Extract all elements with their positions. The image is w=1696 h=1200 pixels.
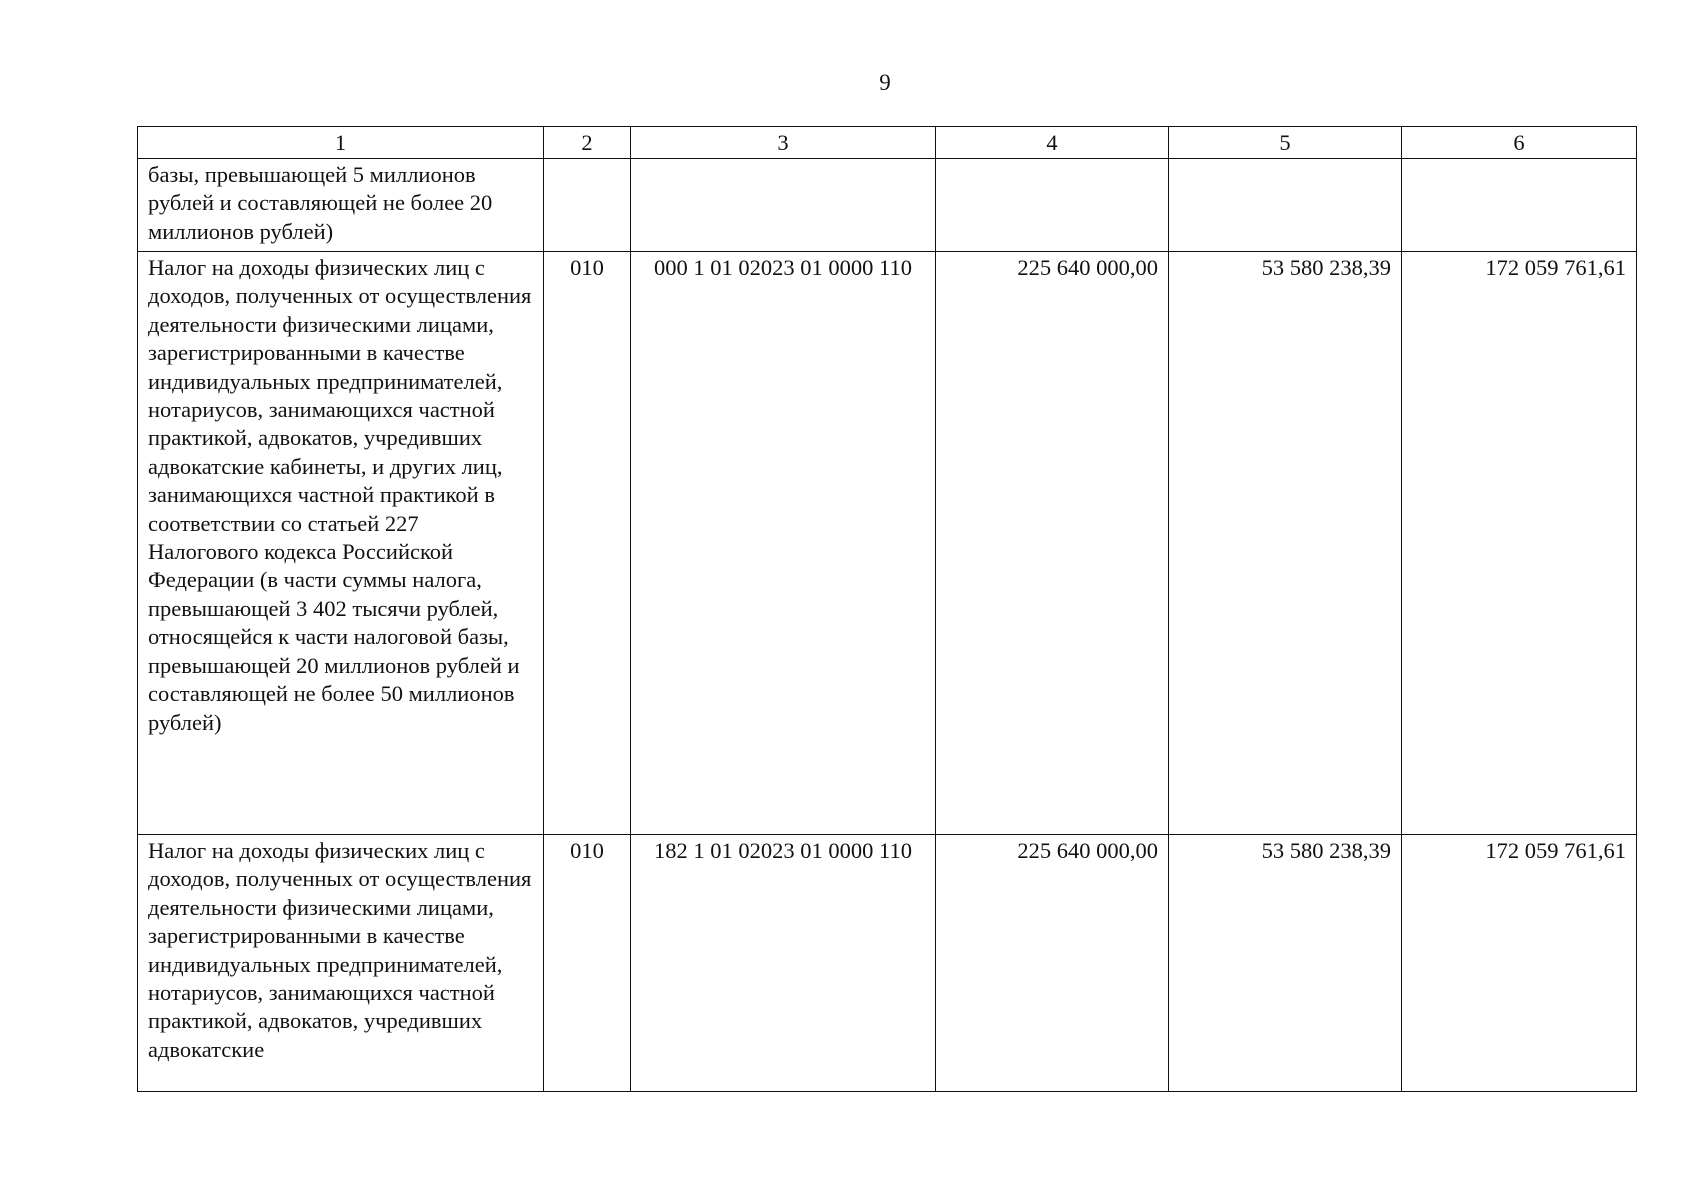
row-line-code: 010: [544, 252, 631, 835]
page-number: 9: [879, 70, 891, 95]
column-number-2: 2: [544, 127, 631, 159]
table-row: [138, 159, 1637, 252]
table-row: [138, 252, 1637, 835]
column-number-row: [138, 127, 1637, 159]
row-income-code: [631, 159, 936, 252]
row-name: Налог на доходы физических лиц с доходов, полученных от осуществления деятельности физическими лицами, зарегистрированными в качестве индивидуальных предпринимателей, нотариусов, занимающихся частной практикой, адвокатов, учредивших адвокатские: [138, 835, 544, 1092]
row-line-code: 010: [544, 835, 631, 1092]
row-income-code: 182 1 01 02023 01 0000 110: [631, 835, 936, 1092]
column-number-4: 4: [936, 127, 1169, 159]
column-number-3: 3: [631, 127, 936, 159]
row-unexecuted: 172 059 761,61: [1402, 835, 1637, 1092]
row-name: базы, превышающей 5 миллионов рублей и составляющей не более 20 миллионов рублей): [138, 159, 544, 252]
row-unexecuted: 172 059 761,61: [1402, 252, 1637, 835]
column-number-1: 1: [138, 127, 544, 159]
row-approved: [936, 159, 1169, 252]
table-row: [138, 835, 1637, 1092]
column-number-6: 6: [1402, 127, 1637, 159]
row-approved: 225 640 000,00: [936, 252, 1169, 835]
column-number-5: 5: [1169, 127, 1402, 159]
row-line-code: [544, 159, 631, 252]
row-executed: 53 580 238,39: [1169, 252, 1402, 835]
row-executed: 53 580 238,39: [1169, 835, 1402, 1092]
row-name: Налог на доходы физических лиц с доходов, полученных от осуществления деятельности физическими лицами, зарегистрированными в качестве индивидуальных предпринимателей, нотариусов, занимающихся частной практикой, адвокатов, учредивших адвокатские кабинеты, и других лиц, занимающихся частной практикой в соответствии со статьей 227 Налогового кодекса Российской Федерации (в части суммы налога, превышающей 3 402 тысячи рублей, относящейся к части налоговой базы, превышающей 20 миллионов рублей и составляющей не более 50 миллионов рублей): [138, 252, 544, 835]
row-executed: [1169, 159, 1402, 252]
row-unexecuted: [1402, 159, 1637, 252]
row-approved: 225 640 000,00: [936, 835, 1169, 1092]
income-table: [137, 126, 1637, 1092]
row-income-code: 000 1 01 02023 01 0000 110: [631, 252, 936, 835]
